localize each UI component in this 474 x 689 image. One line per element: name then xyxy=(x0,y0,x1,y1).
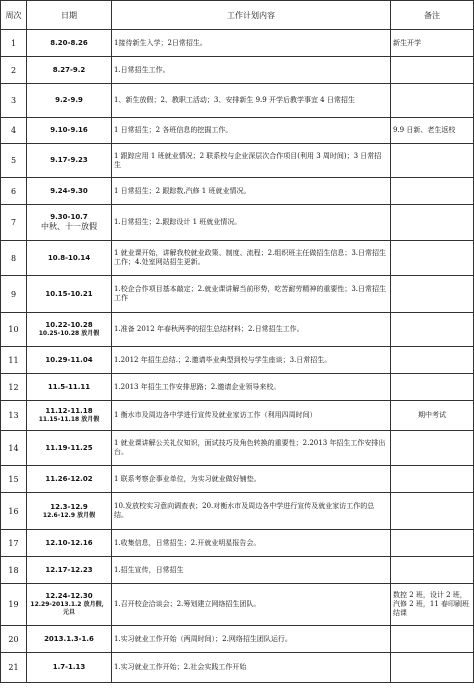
note-cell xyxy=(391,493,474,530)
date-range: 10.8-10.14 xyxy=(47,253,91,262)
date-range: 11.26-12.02 xyxy=(45,474,93,483)
date-range: 11.12-11.18 xyxy=(45,407,93,415)
date-cell xyxy=(27,557,112,584)
week-cell: 9 xyxy=(1,276,27,313)
table-row xyxy=(1,530,474,557)
plan-cell: 1接待新生入学；2日常招生。 xyxy=(112,30,391,57)
week-cell: 14 xyxy=(1,431,27,466)
plan-cell: 1 日常招生；2 跟踪数,汽修 1 班就业情况。 xyxy=(112,178,391,205)
week-cell: 20 xyxy=(1,626,27,653)
note-cell xyxy=(391,431,474,466)
note-cell xyxy=(391,313,474,347)
date-range: 12.24-12.30 xyxy=(45,592,93,600)
note-cell xyxy=(391,626,474,653)
plan-cell: 1.召开校企洽谈会；2.筹划建立网络招生团队。 xyxy=(112,584,391,626)
note-cell xyxy=(391,84,474,118)
date-cell xyxy=(27,584,112,626)
date-range: 9.24-9.30 xyxy=(50,186,88,195)
date-cell xyxy=(27,178,112,205)
plan-cell: 10.发放校实习意向调查表；20.对衡水市及周边各中学进行宣传及就业家访工作的总结。 xyxy=(112,493,391,530)
date-cell xyxy=(27,431,112,466)
plan-cell: 1.日常招生工作。 xyxy=(112,57,391,84)
table-row xyxy=(1,118,474,144)
date-cell xyxy=(27,653,112,683)
table-row xyxy=(1,626,474,653)
date-range: 8.20-8.26 xyxy=(50,38,88,47)
header-row xyxy=(1,1,474,30)
date-cell xyxy=(27,144,112,178)
week-cell: 7 xyxy=(1,205,27,241)
note-cell xyxy=(391,530,474,557)
plan-cell: 1 就业课开始，讲解我校就业政策、制度、流程；2.组织班主任做招生信息；3.日常招生工作；4.处室网站招生更新。 xyxy=(112,241,391,276)
date-cell xyxy=(27,347,112,374)
plan-cell: 1.实习就业工作开始（两周时间）；2.网络招生团队运行。 xyxy=(112,626,391,653)
plan-cell: 1.2012 年招生总结.；2.邀请毕业典型到校与学生座谈；3.日常招生。 xyxy=(112,347,391,374)
table-row xyxy=(1,431,474,466)
note-cell xyxy=(391,144,474,178)
date-range: 9.10-9.16 xyxy=(50,126,88,134)
date-cell xyxy=(27,241,112,276)
date-cell xyxy=(27,276,112,313)
week-cell: 4 xyxy=(1,118,27,144)
week-cell: 15 xyxy=(1,466,27,493)
week-cell: 2 xyxy=(1,57,27,84)
date-cell xyxy=(27,84,112,118)
week-cell: 12 xyxy=(1,374,27,401)
table-row xyxy=(1,241,474,276)
date-cell xyxy=(27,57,112,84)
date-range: 1.7-1.13 xyxy=(52,663,86,671)
plan-cell: 1.准备 2012 年春秋两季的招生总结材料；2.日常招生工作。 xyxy=(112,313,391,347)
date-holiday-note: 中秋、十一放假 xyxy=(41,222,97,231)
date-range: 9.2-9.9 xyxy=(55,96,83,104)
date-cell xyxy=(27,118,112,144)
plan-cell: 1.2013 年招生工作安排思路；2.邀请企业领导来校。 xyxy=(112,374,391,401)
week-cell: 17 xyxy=(1,530,27,557)
week-cell: 8 xyxy=(1,241,27,276)
note-cell: 数控 2 班，设计 2 班，汽修 2 班，11 春印刷班结课 xyxy=(391,584,474,626)
date-cell xyxy=(27,374,112,401)
plan-header: 工作计划内容 xyxy=(112,1,391,30)
date-cell xyxy=(27,313,112,347)
date-header: 日期 xyxy=(27,1,112,30)
table-row xyxy=(1,205,474,241)
table-row xyxy=(1,466,474,493)
week-cell: 3 xyxy=(1,84,27,118)
note-cell xyxy=(391,205,474,241)
table-row xyxy=(1,313,474,347)
week-cell: 6 xyxy=(1,178,27,205)
note-cell: 9.9 日新、老生返校 xyxy=(391,118,474,144)
plan-cell: 1.实习就业工作开始；2.社会实践工作开始 xyxy=(112,653,391,683)
week-cell: 1 xyxy=(1,30,27,57)
date-cell xyxy=(27,205,112,241)
note-cell xyxy=(391,241,474,276)
note-cell xyxy=(391,557,474,584)
date-cell xyxy=(27,466,112,493)
week-cell: 11 xyxy=(1,347,27,374)
date-vacation-note: 10.25-10.28 放月假 xyxy=(38,330,100,337)
date-range: 12.3-12.9 xyxy=(50,502,88,511)
date-range: 2013.1.3-1.6 xyxy=(44,634,94,643)
week-cell: 19 xyxy=(1,584,27,626)
plan-cell: 1.日常招生；2.跟踪设计 1 班就业情况。 xyxy=(112,205,391,241)
date-cell xyxy=(27,493,112,530)
date-range: 12.17-12.23 xyxy=(45,565,93,574)
table-row xyxy=(1,493,474,530)
table-row xyxy=(1,144,474,178)
date-range: 10.29-11.04 xyxy=(45,355,93,364)
date-cell xyxy=(27,530,112,557)
table-body xyxy=(1,30,474,683)
note-cell xyxy=(391,347,474,374)
plan-cell: 1 日常招生；2 各班信息的挖掘工作。 xyxy=(112,118,391,144)
table-row xyxy=(1,557,474,584)
date-range: 11.5-11.11 xyxy=(47,382,91,391)
table-row xyxy=(1,653,474,683)
week-cell: 18 xyxy=(1,557,27,584)
week-cell: 10 xyxy=(1,313,27,347)
date-range: 10.15-10.21 xyxy=(45,289,93,298)
date-cell xyxy=(27,30,112,57)
note-header: 备注 xyxy=(391,1,474,30)
table-row xyxy=(1,84,474,118)
date-vacation-note: 11.15-11.18 放月假 xyxy=(38,416,100,423)
date-range: 8.27-9.2 xyxy=(52,65,86,74)
table-row xyxy=(1,57,474,84)
note-cell xyxy=(391,57,474,84)
note-cell xyxy=(391,466,474,493)
plan-cell: 1 跟踪应用 1 班就业情况；2 联系校与企业深层次合作项目(利用 3 周时间)；3 日常招生 xyxy=(112,144,391,178)
plan-cell: 1.招生宣传，日常招生 xyxy=(112,557,391,584)
note-cell xyxy=(391,374,474,401)
table-row xyxy=(1,584,474,626)
week-header: 周次 xyxy=(1,1,27,30)
note-cell: 期中考试 xyxy=(391,401,474,431)
plan-cell: 1 联系考察企事业单位，为实习就业做好铺垫。 xyxy=(112,466,391,493)
week-cell: 13 xyxy=(1,401,27,431)
date-range: 9.17-9.23 xyxy=(50,156,88,164)
plan-cell: 1、新生放假；2、教职工活动；3、安排新生 9.9 开学后教学事宜 4 日常招生 xyxy=(112,84,391,118)
note-cell: 新生开学 xyxy=(391,30,474,57)
date-range: 11.19-11.25 xyxy=(45,443,93,452)
date-range: 9.30-10.7 xyxy=(50,213,88,221)
plan-cell: 1.收集信息，日常招生；2.开就业明星报告会。 xyxy=(112,530,391,557)
note-cell xyxy=(391,653,474,683)
table-row xyxy=(1,347,474,374)
date-vacation-note: 12.29-2013.1.2 放月假，元旦 xyxy=(30,601,108,616)
week-cell: 21 xyxy=(1,653,27,683)
table-row xyxy=(1,276,474,313)
week-cell: 5 xyxy=(1,144,27,178)
table-row xyxy=(1,178,474,205)
table-row xyxy=(1,374,474,401)
date-cell xyxy=(27,626,112,653)
date-vacation-note: 12.6-12.9 放月假 xyxy=(42,511,96,519)
plan-cell: 1.校企合作项目基本敲定；2.就业课讲解当前形势，吃苦耐劳精神的重要性；3.日常招生工作 xyxy=(112,276,391,313)
plan-cell: 1 衡水市及周边各中学进行宣传及就业家访工作（利用四周时间） xyxy=(112,401,391,431)
table-row xyxy=(1,401,474,431)
date-range: 10.22-10.28 xyxy=(45,321,93,329)
date-range: 12.10-12.16 xyxy=(45,538,93,547)
note-cell xyxy=(391,276,474,313)
date-cell xyxy=(27,401,112,431)
week-cell: 16 xyxy=(1,493,27,530)
plan-cell: 1 就业课讲解公关礼仪知识，面试技巧及角色转换的重要性；2.2013 年招生工作安排出台。 xyxy=(112,431,391,466)
table-row xyxy=(1,30,474,57)
note-cell xyxy=(391,178,474,205)
